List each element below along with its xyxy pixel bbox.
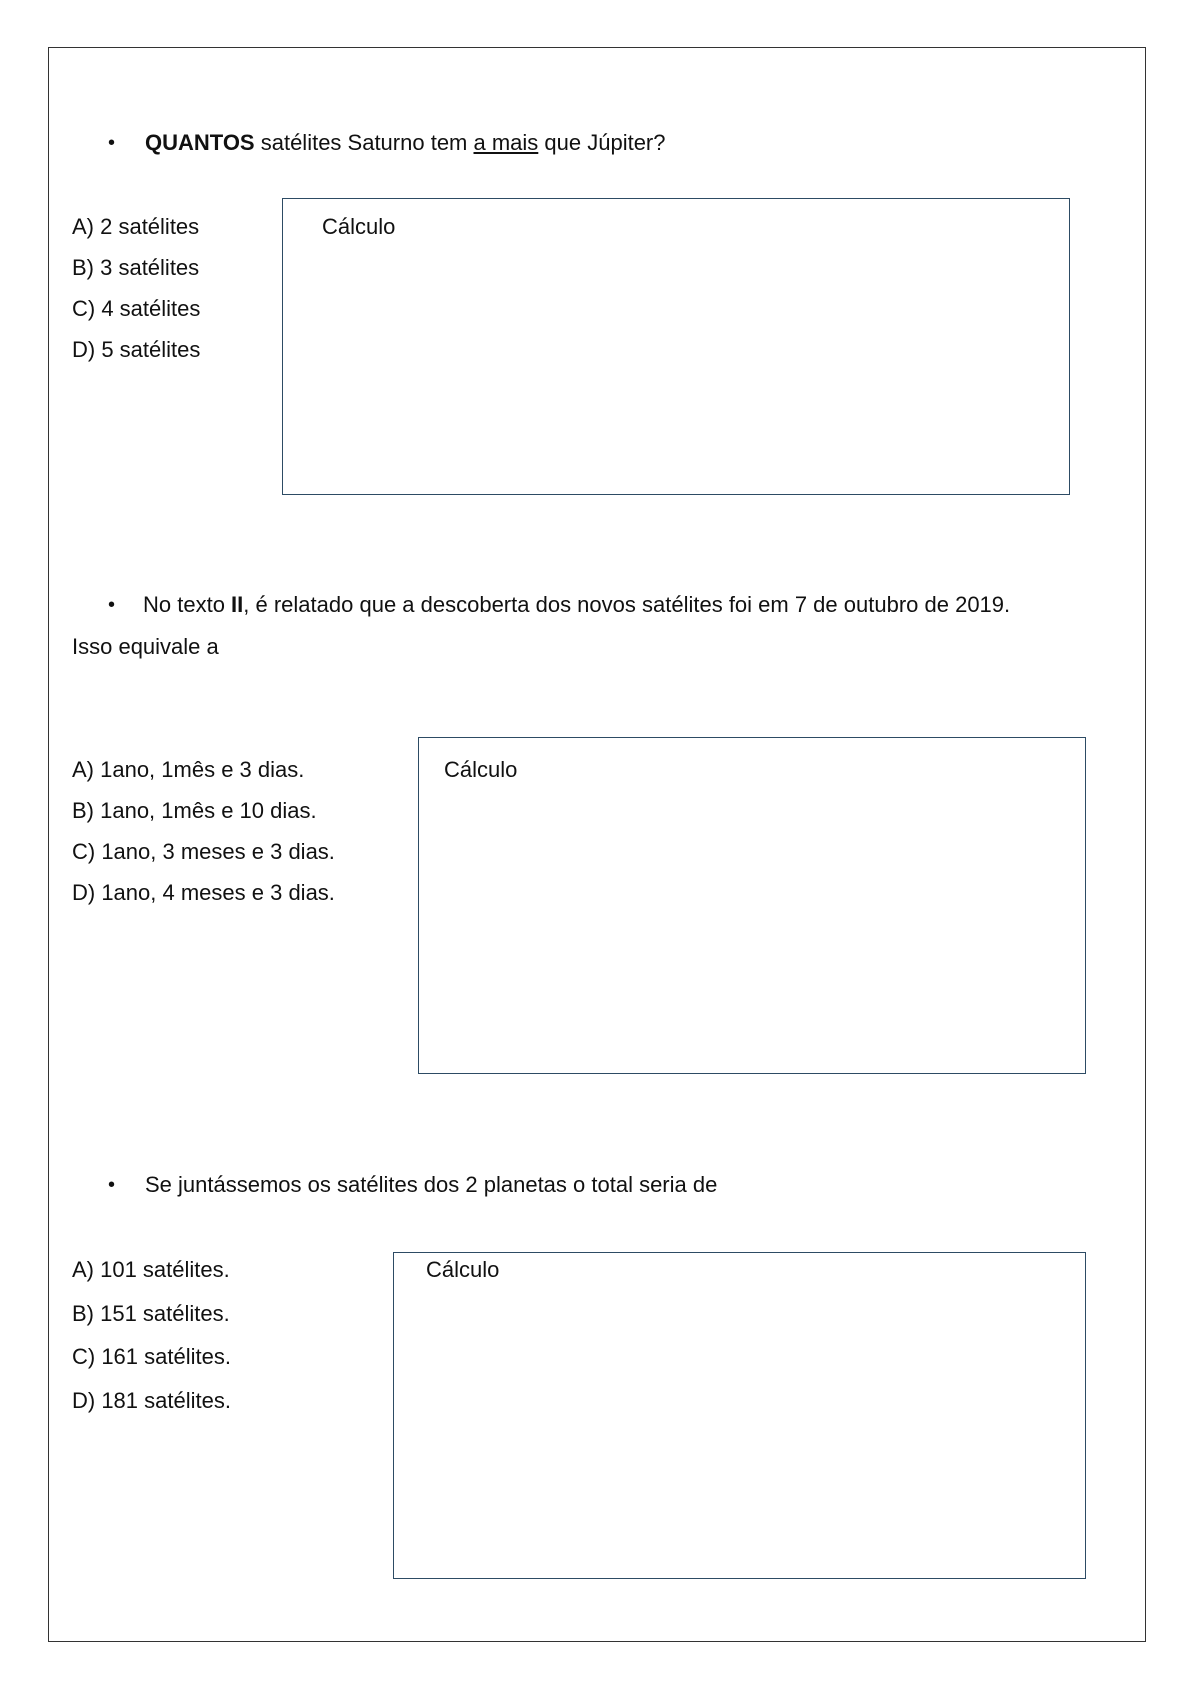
question-2-calc-box[interactable] (418, 737, 1086, 1074)
question-2-text1: No texto (143, 592, 232, 617)
question-2-calc-label: Cálculo (444, 757, 518, 782)
question-1-option-a[interactable]: A) 2 satélites (72, 214, 200, 239)
bullet-icon: • (108, 132, 116, 154)
question-1-text2: que Júpiter? (538, 130, 666, 155)
question-3-option-b[interactable]: B) 151 satélites. (72, 1301, 230, 1326)
question-2-option-d[interactable]: D) 1ano, 4 meses e 3 dias. (72, 880, 335, 905)
question-2-prompt-line2: Isso equivale a (72, 634, 219, 659)
question-1-prompt (145, 130, 666, 156)
question-2-prompt (143, 592, 1010, 618)
question-1-option-b[interactable]: B) 3 satélites (72, 255, 200, 280)
question-2-bold: II (231, 592, 244, 617)
question-1-option-d[interactable]: D) 5 satélites (72, 337, 201, 362)
question-1-bold: QUANTOS (145, 130, 255, 155)
question-2-option-a[interactable]: A) 1ano, 1mês e 3 dias. (72, 757, 305, 782)
question-1-underline: a mais (473, 130, 539, 155)
question-1-calc-box[interactable] (282, 198, 1070, 495)
question-3-option-d[interactable]: D) 181 satélites. (72, 1388, 231, 1413)
question-1-calc-label: Cálculo (322, 214, 396, 239)
bullet-icon: • (108, 1174, 116, 1196)
question-1-text1: satélites Saturno tem (254, 130, 474, 155)
question-3-option-c[interactable]: C) 161 satélites. (72, 1344, 231, 1369)
question-3-calc-label: Cálculo (426, 1257, 500, 1282)
question-3-option-a[interactable]: A) 101 satélites. (72, 1257, 230, 1282)
question-2-option-c[interactable]: C) 1ano, 3 meses e 3 dias. (72, 839, 335, 864)
question-3-calc-box[interactable] (393, 1252, 1086, 1579)
question-3-prompt: Se juntássemos os satélites dos 2 planetas o total seria de (145, 1172, 718, 1197)
question-2-text2: , é relatado que a descoberta dos novos satélites foi em 7 de outubro de 2019. (243, 592, 1011, 617)
question-1-option-c[interactable]: C) 4 satélites (72, 296, 201, 321)
question-2-option-b[interactable]: B) 1ano, 1mês e 10 dias. (72, 798, 317, 823)
bullet-icon: • (108, 594, 116, 616)
